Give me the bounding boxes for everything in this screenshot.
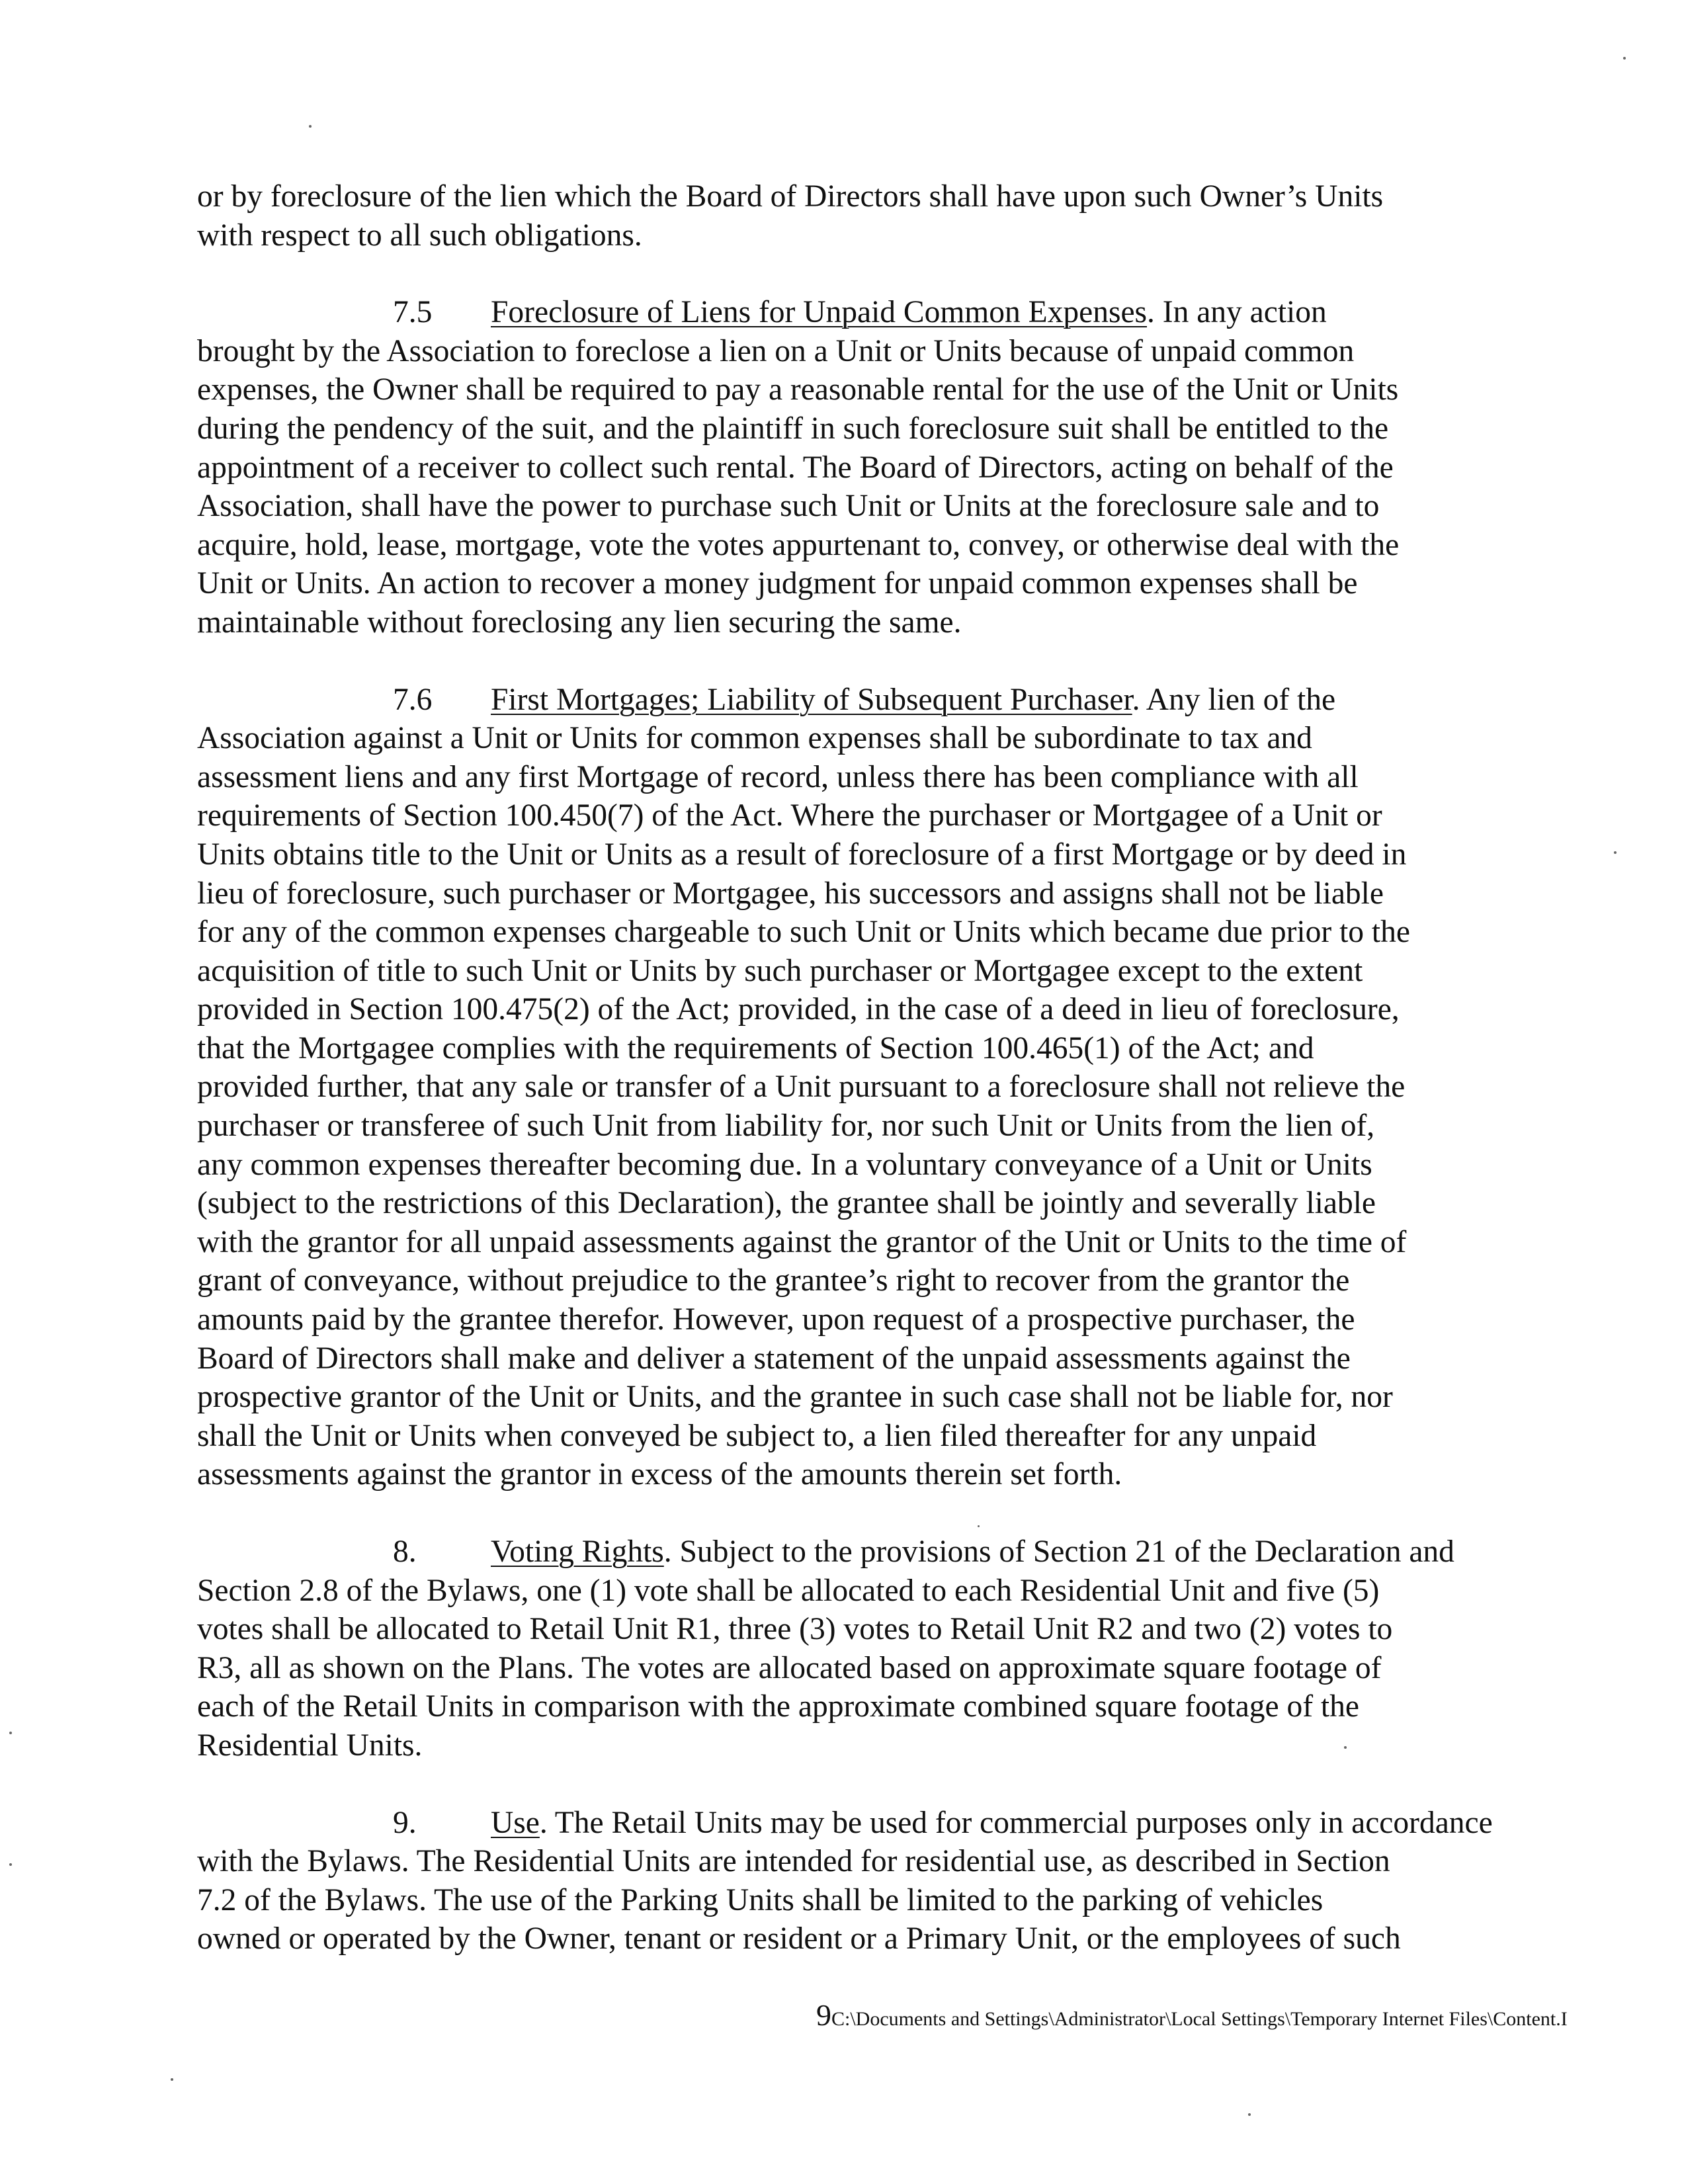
section-first-line: [197, 293, 1487, 332]
section-heading: Use: [491, 1805, 540, 1840]
body-line: that the Mortgagee complies with the requirements of Section 100.465(1) of the Act; and: [197, 1030, 1314, 1066]
body-line: appointment of a receiver to collect such rental. The Board of Directors, acting on behalf of the: [197, 450, 1394, 485]
body-line: Residential Units.: [197, 1728, 423, 1763]
body-line: each of the Retail Units in comparison with the approximate combined square footage of the: [197, 1689, 1359, 1724]
document-body: [197, 177, 1493, 1997]
section-first-line: [197, 681, 1487, 720]
body-line: for any of the common expenses chargeable to such Unit or Units which became due prior to the: [197, 915, 1410, 950]
body-line: acquire, hold, lease, mortgage, vote the votes appurtenant to, convey, or otherwise deal with the: [197, 527, 1400, 562]
body-line: with respect to all such obligations.: [197, 218, 642, 253]
section-first-line-text: . Subject to the provisions of Section 21 of the Declaration and: [663, 1534, 1454, 1569]
section-7-6: [197, 681, 1487, 1494]
scan-speck: [309, 125, 312, 128]
scan-speck: [171, 2078, 173, 2081]
section-number: 8.: [393, 1534, 417, 1569]
scan-speck: [978, 1525, 980, 1527]
body-line: 7.2 of the Bylaws. The use of the Parking Units shall be limited to the parking of vehicles: [197, 1882, 1324, 1917]
body-line: maintainable without foreclosing any lien securing the same.: [197, 605, 962, 640]
section-number: 7.5: [393, 295, 433, 330]
body-line: Association against a Unit or Units for common expenses shall be subordinate to tax and: [197, 721, 1312, 756]
body-line: expenses, the Owner shall be required to pay a reasonable rental for the use of the Unit or Units: [197, 372, 1399, 407]
section-heading: Foreclosure of Liens for Unpaid Common Expenses: [491, 295, 1148, 330]
body-line: prospective grantor of the Unit or Units, and the grantee in such case shall not be liable for, nor: [197, 1380, 1393, 1415]
body-line: grant of conveyance, without prejudice to the grantee’s right to recover from the grantor the: [197, 1263, 1350, 1298]
body-line: votes shall be allocated to Retail Unit R1, three (3) votes to Retail Unit R2 and two (2) votes to: [197, 1612, 1393, 1647]
section-8: [197, 1533, 1487, 1765]
body-line: assessment liens and any first Mortgage of record, unless there has been compliance with all: [197, 759, 1359, 794]
body-line: amounts paid by the grantee therefor. However, upon request of a prospective purchaser, the: [197, 1302, 1355, 1337]
section-7-5: [197, 293, 1487, 642]
body-line: assessments against the grantor in excess of the amounts therein set forth.: [197, 1457, 1122, 1492]
section-9: [197, 1804, 1493, 1958]
body-line: lieu of foreclosure, such purchaser or Mortgagee, his successors and assigns shall not be liable: [197, 876, 1384, 911]
scan-speck: [1344, 1746, 1347, 1749]
body-line: R3, all as shown on the Plans. The votes are allocated based on approximate square footage of: [197, 1650, 1382, 1685]
body-line: during the pendency of the suit, and the plaintiff in such foreclosure suit shall be entitled to the: [197, 411, 1389, 446]
section-first-line: [197, 1804, 1493, 1843]
body-line: Section 2.8 of the Bylaws, one (1) vote shall be allocated to each Residential Unit and five (5): [197, 1573, 1380, 1608]
section-heading: Voting Rights: [491, 1534, 664, 1569]
section-first-line: [197, 1533, 1487, 1572]
scan-speck: [9, 1863, 12, 1866]
body-line: or by foreclosure of the lien which the Board of Directors shall have upon such Owner’s Units: [197, 179, 1384, 214]
section-number: 9.: [393, 1805, 417, 1840]
scan-speck: [9, 1732, 12, 1734]
scan-speck: [1248, 2113, 1251, 2116]
body-line: with the Bylaws. The Residential Units are intended for residential use, as described in Section: [197, 1844, 1390, 1879]
body-line: brought by the Association to foreclose a lien on a Unit or Units because of unpaid common: [197, 333, 1355, 368]
body-line: acquisition of title to such Unit or Units by such purchaser or Mortgagee except to the extent: [197, 953, 1363, 988]
body-line: Board of Directors shall make and deliver a statement of the unpaid assessments against the: [197, 1341, 1351, 1376]
body-line: Association, shall have the power to purchase such Unit or Units at the foreclosure sale and to: [197, 489, 1380, 524]
section-first-line-text: . In any action: [1147, 295, 1327, 330]
section-heading: First Mortgages; Liability of Subsequent Purchaser: [491, 682, 1132, 717]
section-number: 7.6: [393, 682, 433, 717]
body-line: purchaser or transferee of such Unit from liability for, nor such Unit or Units from the lien of,: [197, 1109, 1375, 1144]
body-line: with the grantor for all unpaid assessments against the grantor of the Unit or Units to the time of: [197, 1224, 1407, 1259]
body-line: owned or operated by the Owner, tenant or resident or a Primary Unit, or the employees of such: [197, 1921, 1401, 1956]
body-line: shall the Unit or Units when conveyed be subject to, a lien filed thereafter for any unpaid: [197, 1418, 1317, 1453]
body-line: requirements of Section 100.450(7) of the Act. Where the purchaser or Mortgagee of a Unit or: [197, 798, 1382, 833]
body-line: provided further, that any sale or transfer of a Unit pursuant to a foreclosure shall not relieve the: [197, 1070, 1406, 1105]
page-footer: [816, 1998, 1568, 2033]
body-line: any common expenses thereafter becoming due. In a voluntary conveyance of a Unit or Units: [197, 1147, 1372, 1182]
body-line: provided in Section 100.475(2) of the Act; provided, in the case of a deed in lieu of foreclosure,: [197, 992, 1400, 1027]
scan-speck: [1623, 57, 1626, 60]
body-line: Unit or Units. An action to recover a money judgment for unpaid common expenses shall be: [197, 566, 1358, 601]
section-first-line-text: . Any lien of the: [1132, 682, 1336, 717]
section-first-line-text: . The Retail Units may be used for commercial purposes only in accordance: [539, 1805, 1493, 1840]
page-number: 9: [816, 1998, 831, 2032]
body-line: Units obtains title to the Unit or Units as a result of foreclosure of a first Mortgage or by deed in: [197, 837, 1407, 872]
scan-speck: [1614, 851, 1617, 854]
continuation-paragraph: [197, 177, 1487, 255]
file-path: C:\Documents and Settings\Administrator\Local Settings\Temporary Internet Files\Content.I: [831, 2008, 1568, 2030]
body-line: (subject to the restrictions of this Declaration), the grantee shall be jointly and severally liable: [197, 1186, 1376, 1221]
